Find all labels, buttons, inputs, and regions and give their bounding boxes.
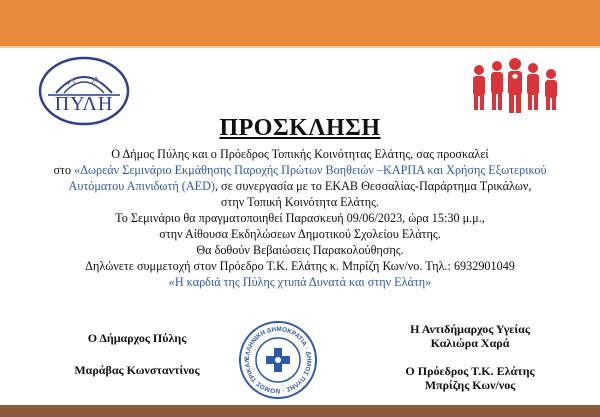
people-group-image	[465, 58, 565, 118]
signature-title: Η Αντιδήμαρχος Υγείας	[410, 322, 530, 336]
bottom-band	[0, 405, 600, 417]
logo-text: ΠΥΛΗ	[54, 93, 114, 115]
mayor-signature	[52, 330, 222, 378]
header-divider	[0, 46, 600, 48]
orange-header-band	[0, 4, 600, 46]
body-text: , σε συνεργασία με το ΕΚΑΒ Θεσσαλίας-Παράρτημα Τρικάλων,	[214, 179, 532, 193]
body-line: Ο Δήμος Πύλης και ο Πρόεδρος Τοπικής Κοινότητας Ελάτης, σας προσκαλεί	[111, 147, 489, 161]
seminar-title: «Δωρεάν Σεμινάριο Εκμάθησης Παροχής Πρώτων Βοηθειών –ΚΑΡΠΑ και Χρήσης Εξωτερικού	[74, 163, 547, 177]
body-line	[35, 178, 565, 194]
body-line: Δηλώνετε συμμετοχή στον Πρόεδρο Τ.Κ. Ελάτης κ. Μπρίζη Κων/νο. Τηλ.: 6932901049	[85, 259, 515, 273]
body-text: στο	[53, 163, 75, 177]
body-line: στην Τοπική Κοινότητα Ελάτης.	[220, 195, 380, 209]
body-line: Το Σεμινάριο θα πραγματοποιηθεί Παρασκευή 09/06/2023, ώρα 15:30 μ.μ.,	[115, 211, 485, 225]
signatures-right	[380, 322, 560, 392]
signature-title: Ο Δήμαρχος Πύλης	[87, 331, 187, 345]
seminar-title-cont: Αυτόματου Απινιδωτή (AED)	[68, 179, 215, 193]
body-line: στην Αίθουσα Εκδηλώσεων Δημοτικού Σχολείου Ελάτης.	[159, 227, 441, 241]
signature-name: Καλιώρα Χαρά	[430, 336, 510, 350]
body-line: Θα δοθούν Βεβαιώσεις Παρακολούθησης.	[196, 243, 404, 257]
invitation-body	[35, 146, 565, 290]
svg-text:ΕΛΛΗΝΙΚΗ ΔΗΜΟΚΡΑΤΙΑ · ΔΗΜΟΣ ΠΥ: ΕΛΛΗΝΙΚΗ ΔΗΜΟΚΡΑΤΙΑ · ΔΗΜΟΣ ΠΥΛΗΣ · ΝΟΜΟΣ ΤΡΙΚΑΛ	[243, 325, 313, 395]
page-title: ΠΡΟΣΚΛΗΣΗ	[219, 115, 381, 141]
slogan: «Η καρδιά της Πύλης χτυπά Δυνατά και στην Ελάτη»	[168, 275, 432, 289]
signature-name: Μπρίζης Κων/νος	[424, 378, 516, 392]
body-line	[35, 162, 565, 178]
municipality-seal	[238, 320, 318, 400]
people-icon	[465, 58, 565, 118]
seal-icon	[238, 320, 318, 400]
signature-name: Μαράβας Κωνσταντίνος	[74, 363, 200, 377]
signature-title: Ο Πρόεδρος Τ.Κ. Ελάτης	[405, 364, 535, 378]
